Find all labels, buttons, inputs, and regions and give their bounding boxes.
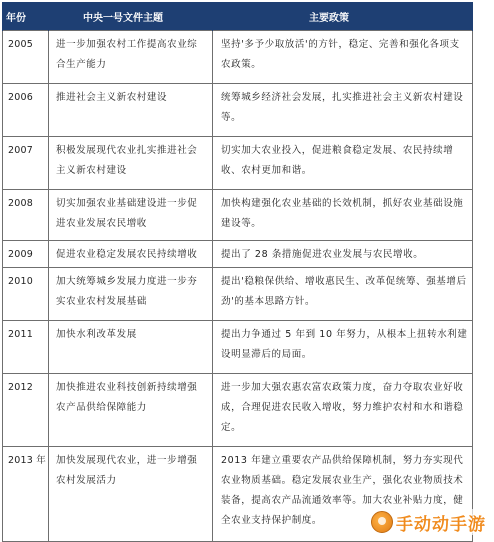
table-row <box>3 374 473 447</box>
cell-year: 2007 <box>3 137 49 190</box>
table-row <box>3 137 473 190</box>
table-row <box>3 31 473 84</box>
document-page <box>2 2 492 539</box>
cell-theme: 切实加强农业基础建设进一步促进农业发展农民增收 <box>49 190 213 241</box>
cell-policy: 2013 年建立重要农产品供给保障机制，努力夯实现代农业物质基础。稳定发展农业生产，强化农业物质技术装备，提高农产品流通效率等。加大农业补贴力度，健全农业支持保护制度。 <box>213 447 473 542</box>
cell-year: 2008 <box>3 190 49 241</box>
watermark-text: 手动动手游 <box>396 514 486 535</box>
cell-theme: 加快发展现代农业，进一步增强农村发展活力 <box>49 447 213 542</box>
table-row <box>3 321 473 374</box>
cell-year: 2012 <box>3 374 49 447</box>
cell-policy: 切实加大农业投入，促进粮食稳定发展、农民持续增收、农村更加和谐。 <box>213 137 473 190</box>
cell-year: 2011 <box>3 321 49 374</box>
cell-policy: 坚持'多予少取放活'的方针，稳定、完善和强化各项支农政策。 <box>213 31 473 84</box>
cell-theme: 促进农业稳定发展农民持续增收 <box>49 241 213 268</box>
policy-table <box>2 2 473 542</box>
cell-policy: 统筹城乡经济社会发展，扎实推进社会主义新农村建设等。 <box>213 84 473 137</box>
cell-theme: 进一步加强农村工作提高农业综合生产能力 <box>49 31 213 84</box>
cell-theme: 加大统筹城乡发展力度进一步夯实农业农村发展基础 <box>49 268 213 321</box>
header-row <box>3 2 473 31</box>
table-row <box>3 84 473 137</box>
cell-theme: 积极发展现代农业扎实推进社会主义新农村建设 <box>49 137 213 190</box>
cell-year: 2006 <box>3 84 49 137</box>
table-row <box>3 268 473 321</box>
cell-policy: 进一步加大强农惠农富农政策力度，奋力夺取农业好收成，合理促进农民收入增收，努力维护农村和水和谐稳定。 <box>213 374 473 447</box>
cell-policy: 加快构建强化农业基础的长效机制，抓好农业基础设施建设等。 <box>213 190 473 241</box>
header-theme: 中央一号文件主题 <box>49 2 213 31</box>
watermark-logo-icon <box>371 511 393 533</box>
header-year: 年份 <box>3 2 49 31</box>
table-header <box>3 2 473 31</box>
header-policy: 主要政策 <box>213 2 473 31</box>
cell-theme: 加快推进农业科技创新持续增强农产品供给保障能力 <box>49 374 213 447</box>
table-body <box>3 31 473 542</box>
cell-policy: 提出'稳粮保供给、增收惠民生、改革促统筹、强基增后劲'的基本思路方针。 <box>213 268 473 321</box>
cell-year: 2010 <box>3 268 49 321</box>
cell-theme: 加快水利改革发展 <box>49 321 213 374</box>
table-row <box>3 241 473 268</box>
cell-policy: 提出了 28 条措施促进农业发展与农民增收。 <box>213 241 473 268</box>
watermark <box>369 509 488 535</box>
cell-year: 2009 <box>3 241 49 268</box>
cell-theme: 推进社会主义新农村建设 <box>49 84 213 137</box>
cell-policy: 提出力争通过 5 年到 10 年努力，从根本上扭转水利建设明显滞后的局面。 <box>213 321 473 374</box>
cell-year: 2013 年 <box>3 447 49 542</box>
table-row <box>3 190 473 241</box>
cell-year: 2005 <box>3 31 49 84</box>
